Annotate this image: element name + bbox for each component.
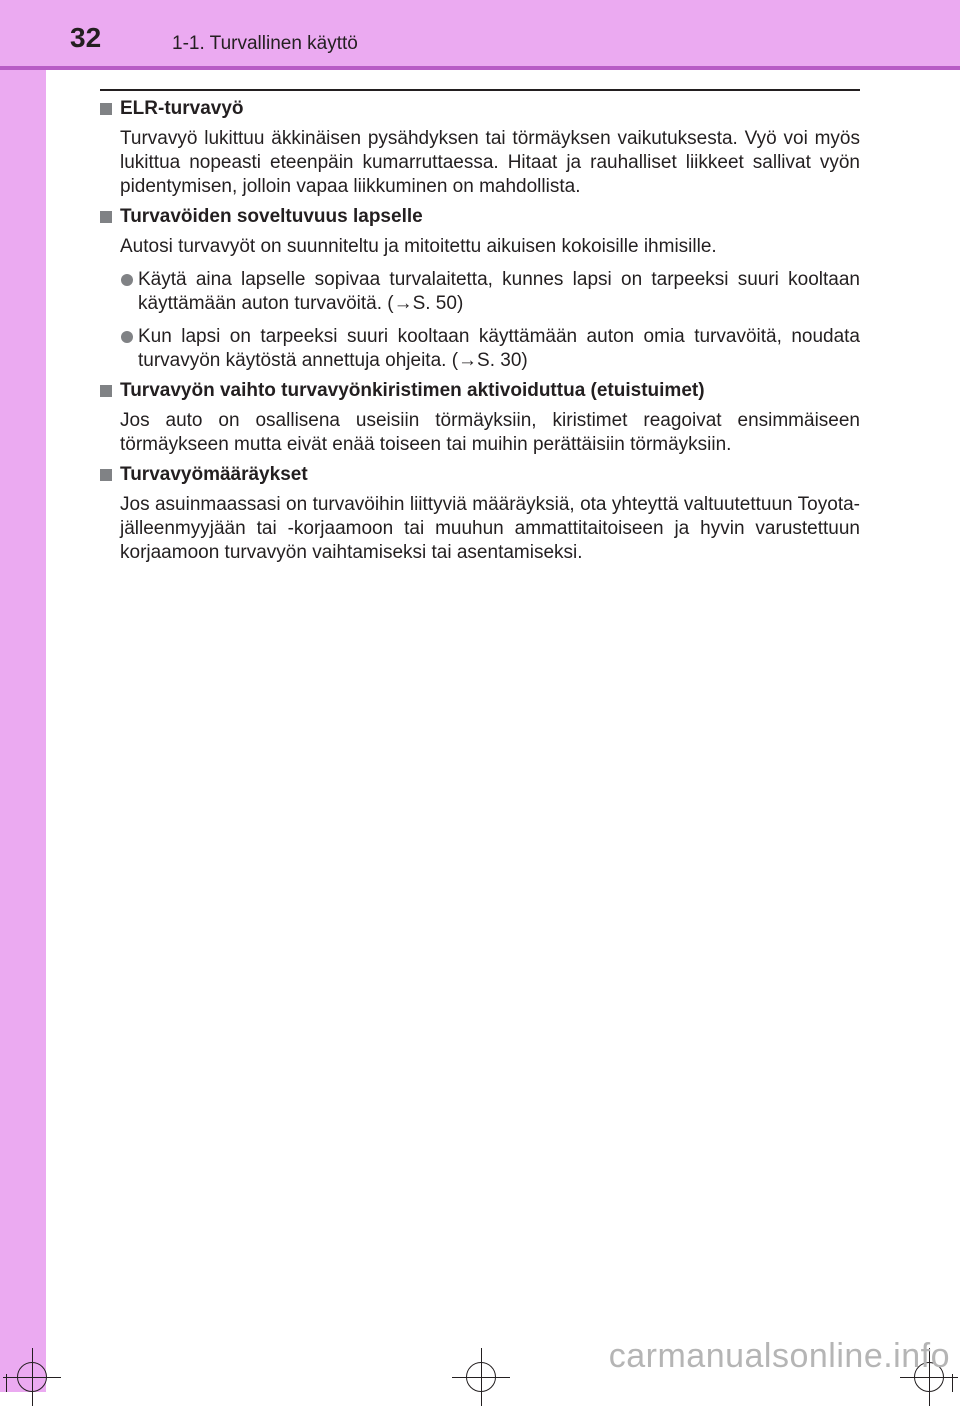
chapter-title: 1-1. Turvallinen käyttö: [172, 33, 358, 54]
header-rule: [0, 66, 960, 70]
section-paragraph: Jos auto on osallisena useisiin törmäyksiin, kiristimet reagoivat ensimmäiseen törmäykseen mutta eivät enää toiseen tai muihin perättäisiin törmäyksiin.: [120, 410, 860, 455]
list-item: [100, 325, 860, 373]
round-bullet-icon: [121, 274, 133, 286]
list-item-text: Käytä aina lapselle sopivaa turvalaitetta, kunnes lapsi on tarpeeksi suuri kooltaan käyttämään auton turvavöitä. (→S. 50): [138, 269, 860, 314]
section-title: [100, 379, 860, 403]
section-title: [100, 205, 860, 229]
section-child-suitability: [100, 205, 860, 373]
round-bullet-icon: [121, 331, 133, 343]
square-bullet-icon: [100, 103, 112, 115]
list-item-text: Kun lapsi on tarpeeksi suuri kooltaan käyttämään auton omia turvavöitä, noudata turvavyön käytöstä annettuja ohjeita. (→S. 30): [138, 326, 860, 371]
square-bullet-icon: [100, 385, 112, 397]
square-bullet-icon: [100, 211, 112, 223]
content-rule: [100, 89, 860, 91]
section-elr: [100, 97, 860, 199]
section-title-text: Turvavyömääräykset: [120, 464, 308, 485]
page-number: 32: [70, 22, 102, 53]
registration-mark-icon: [17, 1362, 47, 1392]
crop-mark: [952, 1374, 953, 1392]
section-paragraph: Autosi turvavyöt on suunniteltu ja mitoitettu aikuisen kokoisille ihmisille.: [120, 236, 717, 257]
section-title-text: ELR-turvavyö: [120, 98, 244, 119]
section-title: [100, 97, 860, 121]
section-paragraph: Jos asuinmaassasi on turvavöihin liittyviä määräyksiä, ota yhteyttä valtuutettuun Toyota-jälleenmyyjään tai -korjaamoon tai muuhun ammattitaitoiseen ja hyvin varustettuun korjaamoon turvavyön vaihtamiseksi tai asentamiseksi.: [120, 494, 860, 563]
list-item: [100, 268, 860, 316]
left-sidebar-band: [0, 0, 46, 1392]
registration-mark-icon: [466, 1362, 496, 1392]
section-regulations: [100, 463, 860, 565]
crop-mark: [6, 1374, 7, 1392]
square-bullet-icon: [100, 469, 112, 481]
section-pretensioner-replacement: [100, 379, 860, 457]
page-content: [100, 97, 860, 565]
watermark: carmanualsonline.info: [608, 1337, 950, 1375]
header-band: [0, 0, 960, 66]
section-title-text: Turvavyön vaihto turvavyönkiristimen aktivoiduttua (etuistuimet): [120, 380, 705, 401]
section-paragraph: Turvavyö lukittuu äkkinäisen pysähdyksen tai törmäyksen vaikutuksesta. Vyö voi myös lukittua nopeasti eteenpäin kumarruttaessa. Hitaat ja rauhalliset liikkeet sallivat vyön pidentymisen, jolloin vapaa liikkuminen on mahdollista.: [120, 128, 860, 197]
section-title: [100, 463, 860, 487]
section-title-text: Turvavöiden soveltuvuus lapselle: [120, 206, 423, 227]
